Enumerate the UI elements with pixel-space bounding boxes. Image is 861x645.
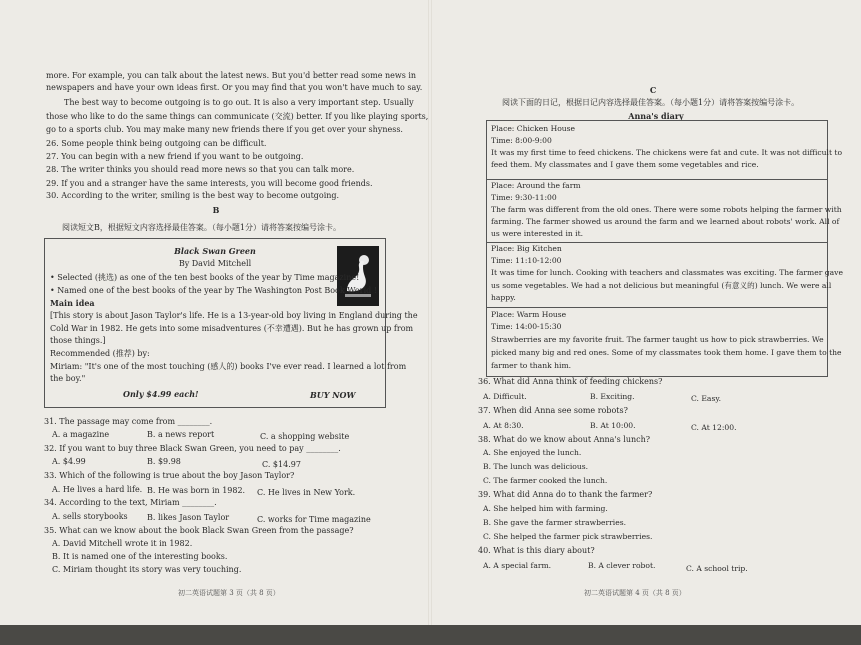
instruction-c: 阅读下面的日记，根据日记内容选择最佳答案。（每小题1分）请将答案按编号涂卡。 (502, 98, 800, 107)
buy-now-text: BUY NOW (310, 390, 356, 400)
diary-line: farmer to thank him. (491, 361, 572, 370)
instruction-b: 阅读短文B，根据短文内容选择最佳答案。（每小题1分）请将答案按编号涂卡。 (62, 223, 341, 232)
option-40b: B. A clever robot. (588, 561, 656, 570)
diary-line: farming. The farmer showed us around the farm and we learned about robots' work. All of (491, 217, 840, 226)
book-line: [This story is about Jason Taylor's life. He is a 13-year-old boy living in England during the (50, 311, 418, 320)
diary-line: picked many big and red ones. Some of my classmates took them home. I gave them to the (491, 348, 842, 357)
option-40c: C. A school trip. (686, 564, 748, 573)
page-footer-right: 初二英语试题第 4 页（共 8 页） (584, 589, 686, 597)
passage-line: newspapers and have your own ideas first. Or you may find that you won't have much to say. (46, 83, 423, 92)
option-39b: B. She gave the farmer strawberries. (483, 518, 627, 527)
tf-item-27: 27. You can begin with a new friend if you want to be outgoing. (46, 152, 304, 161)
book-line: • Named one of the best books of the year by The Washington Post Book World ! (50, 286, 378, 295)
book-author: By David Mitchell (178, 259, 252, 268)
option-35b: B. It is named one of the interesting books. (52, 552, 228, 561)
passage-line: those who like to do the same things can communicate (交流) better. If you like playing sports, (46, 112, 429, 121)
option-34b: B. likes Jason Taylor (147, 513, 230, 522)
diary-line: It was my first time to feed chickens. The chickens were fat and cute. It was not difficult to (491, 148, 843, 157)
option-32b: B. $9.98 (147, 457, 181, 466)
diary-line: Place: Chicken House (491, 124, 576, 133)
diary-line: Time: 8:00-9:00 (491, 136, 552, 145)
option-33c: C. He lives in New York. (257, 488, 356, 497)
option-39c: C. She helped the farmer pick strawberries. (483, 532, 653, 541)
section-c-heading: C (649, 85, 657, 95)
diary-entry-3 (487, 242, 843, 308)
option-36c: C. Easy. (691, 394, 722, 403)
option-34c: C. works for Time magazine (257, 515, 371, 524)
question-35: 35. What can we know about the book Black Swan Green from the passage? (44, 526, 354, 535)
option-32c: C. $14.97 (262, 460, 301, 469)
tf-item-30: 30. According to the writer, smiling is the best way to become outgoing. (46, 191, 340, 200)
option-39a: A. She helped him with farming. (483, 504, 608, 513)
diary-line: Time: 11:10-12:00 (491, 256, 562, 265)
diary-line: Time: 14:00-15:30 (491, 322, 562, 331)
option-38a: A. She enjoyed the lunch. (483, 448, 582, 457)
tf-item-28: 28. The writer thinks you should read more news so that you can talk more. (46, 165, 355, 174)
option-32a: A. $4.99 (52, 457, 86, 466)
option-34a: A. sells storybooks (52, 512, 128, 521)
question-33: 33. Which of the following is true about the boy Jason Taylor? (44, 471, 295, 480)
option-37a: A. At 8:30. (483, 421, 524, 430)
question-32: 32. If you want to buy three Black Swan Green, you need to pay ________. (44, 444, 341, 453)
book-title: Black Swan Green (174, 246, 256, 256)
option-31b: B. a news report (147, 430, 215, 439)
tf-item-29: 29. If you and a stranger have the same interests, you will become good friends. (46, 179, 373, 188)
question-38: 38. What do we know about Anna's lunch? (478, 435, 651, 444)
book-line: Miriam: "It's one of the most touching (感人的) books I've ever read. I learned a lot from (50, 362, 407, 371)
book-ad-box (44, 238, 418, 408)
diary-line: Place: Big Kitchen (491, 244, 562, 253)
scan-background (0, 625, 861, 645)
section-b-heading: B (212, 205, 220, 215)
option-36b: B. Exciting. (590, 392, 635, 401)
option-31c: C. a shopping website (260, 432, 350, 441)
main-idea-label: Main idea (50, 298, 95, 308)
diary-box (486, 120, 843, 377)
diary-line: us some vegetables. We had a not delicious but meaningful (有意义的) lunch. We were all (491, 281, 832, 290)
option-37c: C. At 12:00. (691, 423, 737, 432)
option-31a: A. a magazine (52, 430, 110, 439)
book-line: Recommended (推荐) by: (50, 349, 150, 358)
option-33b: B. He was born in 1982. (147, 486, 246, 495)
option-38b: B. The lunch was delicious. (483, 462, 589, 471)
book-line: those things.] (50, 336, 106, 345)
tf-item-26: 26. Some people think being outgoing can be difficult. (46, 139, 267, 148)
diary-line: happy. (491, 293, 516, 302)
price-text: Only $4.99 each! (123, 389, 199, 399)
option-35a: A. David Mitchell wrote it in 1982. (52, 539, 193, 548)
question-36: 36. What did Anna think of feeding chickens? (478, 377, 663, 386)
diary-line: us were interested in it. (491, 229, 584, 238)
passage-line: go to a sports club. You may make many new friends there if you get over your shyness. (46, 125, 403, 134)
option-35c: C. Miriam thought its story was very touching. (52, 565, 242, 574)
diary-line: It was time for lunch. Cooking with teachers and classmates was exciting. The farmer gave (491, 268, 843, 277)
book-line: • Selected (挑选) as one of the ten best books of the year by Time magazine! (50, 273, 360, 282)
diary-line: Place: Warm House (491, 310, 567, 319)
option-37b: B. At 10:00. (590, 421, 636, 430)
question-40: 40. What is this diary about? (478, 546, 595, 555)
passage-line: more. For example, you can talk about the latest news. But you'd better read some news in (46, 71, 417, 80)
diary-line: Time: 9:30-11:00 (491, 193, 557, 202)
diary-entry-1 (487, 121, 843, 180)
diary-entry-2 (487, 179, 842, 243)
diary-entry-4 (487, 307, 842, 376)
book-line: Cold War in 1982. He gets into some misadventures (不幸遭遇). But he has grown up from (50, 324, 414, 333)
page-fold (428, 0, 432, 625)
diary-line: The farm was different from the old ones. There were some robots helping the farmer with (491, 205, 842, 214)
option-38c: C. The farmer cooked the lunch. (483, 476, 608, 485)
diary-title: Anna's diary (628, 111, 684, 121)
option-33a: A. He lives a hard life. (52, 485, 143, 494)
question-37: 37. When did Anna see some robots? (478, 406, 628, 415)
question-39: 39. What did Anna do to thank the farmer? (478, 490, 653, 499)
question-34: 34. According to the text, Miriam ________. (44, 498, 217, 507)
page-footer-left: 初二英语试题第 3 页（共 8 页） (178, 589, 280, 597)
question-31: 31. The passage may come from ________. (44, 417, 213, 426)
passage-line: The best way to become outgoing is to go out. It is also a very important step. Usually (64, 98, 414, 107)
option-36a: A. Difficult. (483, 392, 527, 401)
book-line: the boy." (50, 374, 86, 383)
diary-line: Strawberries are my favorite fruit. The farmer taught us how to pick strawberries. We (491, 335, 824, 344)
option-40a: A. A special farm. (483, 561, 552, 570)
diary-line: feed them. My classmates and I gave them some vegetables and rice. (491, 160, 759, 169)
diary-line: Place: Around the farm (491, 181, 581, 190)
